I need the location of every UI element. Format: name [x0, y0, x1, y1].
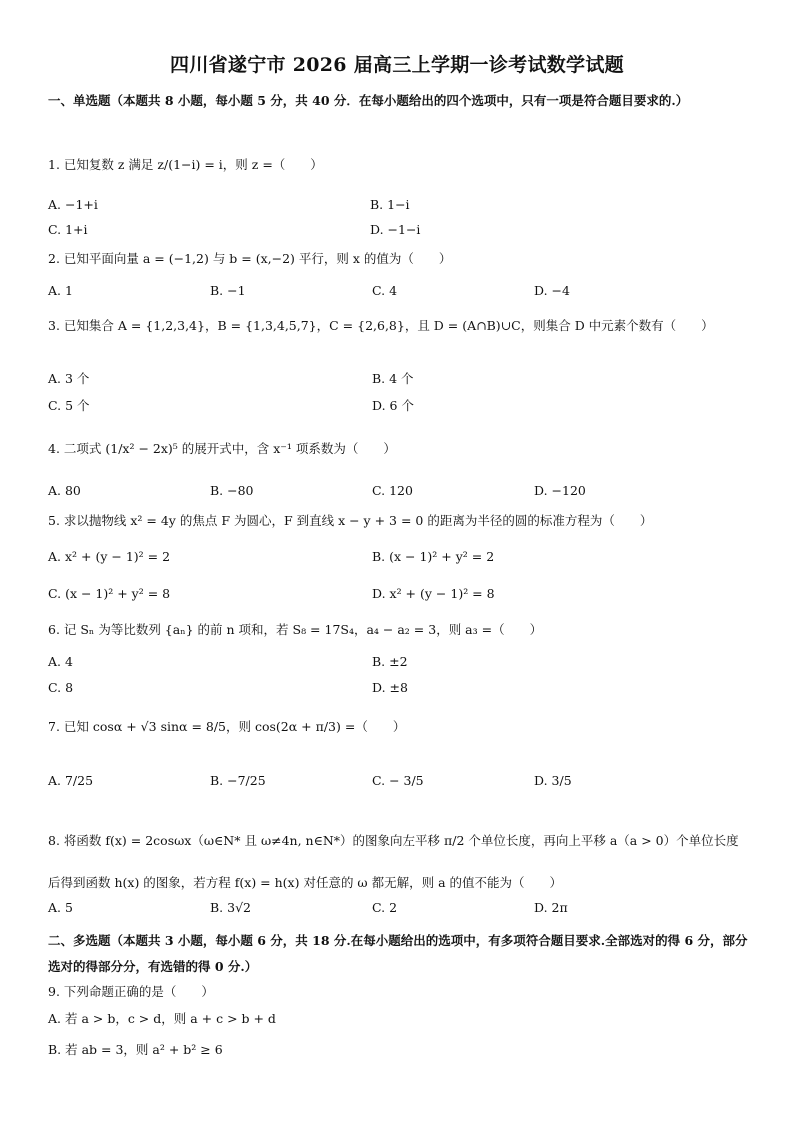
question-1-option-d: D. −1−i [370, 222, 421, 237]
question-7-option-c: C. − 3/5 [372, 773, 424, 788]
question-4-option-d: D. −120 [534, 483, 586, 498]
question-1-option-a: A. −1+i [48, 197, 98, 212]
question-3-option-a: A. 3 个 [48, 371, 90, 386]
question-8-stem: 8. 将函数 f(x) = 2cosωx（ω∈N* 且 ω≠4n, n∈N*）的图象向左平移 π/2 个单位长度，再向上平移 a（a > 0）个单位长度后得到函数 h(x) 的图象，若方程 f(x) = h(x) 对任意的 ω 都无解，则 a 的值不能为（ ） [48, 833, 739, 890]
question-5-option-b: B. (x − 1)² + y² = 2 [372, 549, 495, 564]
question-7-option-a: A. 7/25 [48, 773, 94, 788]
question-6-option-a: A. 4 [48, 654, 73, 669]
question-2-option-a: A. 1 [48, 283, 73, 298]
question-8-option-a: A. 5 [48, 900, 73, 915]
question-3-option-b: B. 4 个 [372, 371, 414, 386]
question-6-option-d: D. ±8 [372, 680, 408, 695]
question-1-option-b: B. 1−i [370, 197, 410, 212]
question-5-option-a: A. x² + (y − 1)² = 2 [48, 549, 171, 564]
question-5-stem: 5. 求以抛物线 x² = 4y 的焦点 F 为圆心，F 到直线 x − y + 3 = 0 的距离为半径的圆的标准方程为（ ） [48, 513, 653, 528]
question-1-option-c: C. 1+i [48, 222, 88, 237]
question-8-option-b: B. 3√2 [210, 900, 252, 915]
question-2-option-b: B. −1 [210, 283, 246, 298]
question-2-stem: 2. 已知平面向量 a = (−1,2) 与 b = (x,−2) 平行，则 x 的值为（ ） [48, 251, 452, 266]
question-4-option-b: B. −80 [210, 483, 254, 498]
question-7-option-b: B. −7/25 [210, 773, 266, 788]
question-9-option-a: A. 若 a > b，c > d，则 a + c > b + d [48, 1011, 276, 1026]
question-1-stem: 1. 已知复数 z 满足 z/(1−i) = i，则 z =（ ） [48, 157, 323, 172]
question-3-option-d: D. 6 个 [372, 398, 414, 413]
question-5-option-d: D. x² + (y − 1)² = 8 [372, 586, 495, 601]
question-5-option-c: C. (x − 1)² + y² = 8 [48, 586, 171, 601]
question-3-option-c: C. 5 个 [48, 398, 90, 413]
question-7-option-d: D. 3/5 [534, 773, 572, 788]
section-multi-choice-header: 二、多选题（本题共 3 小题，每小题 6 分，共 18 分.在每小题给出的选项中，有多项符合题目要求.全部选对的得 6 分，部分选对的得部分分，有选错的得 0 分.） [48, 933, 748, 974]
question-4-option-c: C. 120 [372, 483, 413, 498]
question-8-option-c: C. 2 [372, 900, 398, 915]
question-9-option-b: B. 若 ab = 3，则 a² + b² ≥ 6 [48, 1042, 223, 1057]
question-9-stem: 9. 下列命题正确的是（ ） [48, 984, 214, 999]
question-6-option-c: C. 8 [48, 680, 74, 695]
question-7-stem: 7. 已知 cosα + √3 sinα = 8/5，则 cos(2α + π/3) =（ ） [48, 719, 406, 734]
exam-title: 四川省遂宁市 2026 届高三上学期一诊考试数学试题 [170, 54, 624, 76]
section-single-choice-header: 一、单选题（本题共 8 小题，每小题 5 分，共 40 分．在每小题给出的四个选项中，只有一项是符合题目要求的.） [48, 93, 689, 108]
question-2-option-d: D. −4 [534, 283, 570, 298]
question-8-option-d: D. 2π [534, 900, 568, 915]
question-6-option-b: B. ±2 [372, 654, 408, 669]
question-2-option-c: C. 4 [372, 283, 398, 298]
question-4-option-a: A. 80 [48, 483, 81, 498]
question-4-stem: 4. 二项式 (1/x² − 2x)⁵ 的展开式中，含 x⁻¹ 项系数为（ ） [48, 441, 396, 456]
question-3-stem: 3. 已知集合 A = {1,2,3,4}，B = {1,3,4,5,7}，C = {2,6,8}，且 D = (A∩B)∪C，则集合 D 中元素个数有（ ） [48, 318, 714, 333]
question-6-stem: 6. 记 Sₙ 为等比数列 {aₙ} 的前 n 项和，若 S₈ = 17S₄，a₄ − a₂ = 3，则 a₃ =（ ） [48, 622, 543, 637]
